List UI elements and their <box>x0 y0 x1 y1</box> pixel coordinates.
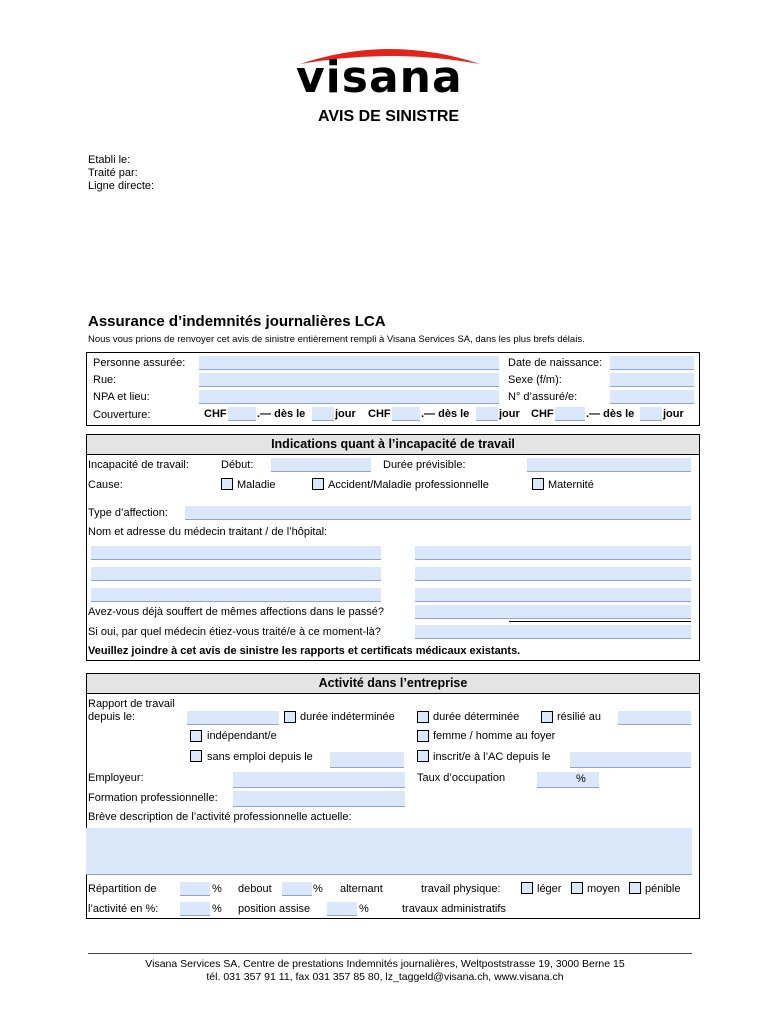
terminated-label: résilié au <box>557 711 602 723</box>
rate-percent: % <box>576 773 586 785</box>
meta-direct-line: Ligne directe: <box>88 180 155 192</box>
npa-label: NPA et lieu: <box>93 391 150 403</box>
homemaker-checkbox[interactable] <box>417 730 429 742</box>
affection-type-field[interactable] <box>185 506 691 520</box>
accident-checkbox[interactable] <box>312 478 324 490</box>
walking-label: alternant <box>340 883 383 895</box>
unemployed-field[interactable] <box>330 752 404 768</box>
indefinite-checkbox[interactable] <box>284 711 296 723</box>
which-doctor-label: Si oui, par quel médecin étiez-vous traité/e à ce moment-là? <box>88 626 381 638</box>
doctor-field-right-1[interactable] <box>415 546 691 560</box>
duration-label: Durée prévisible: <box>383 459 466 471</box>
meta-processed: Traité par: <box>88 167 138 179</box>
coverage-day-2: jour <box>499 408 520 420</box>
training-field[interactable] <box>233 791 405 807</box>
heavy-label: pénible <box>645 883 681 895</box>
homemaker-label: femme / homme au foyer <box>433 730 556 742</box>
coverage-amount-3[interactable] <box>555 407 585 421</box>
terminated-checkbox[interactable] <box>541 711 553 723</box>
npa-field[interactable] <box>199 390 499 404</box>
fixed-label: durée déterminée <box>433 711 520 723</box>
start-field[interactable] <box>271 458 371 472</box>
birth-field[interactable] <box>610 356 694 370</box>
admin-label: travaux administratifs <box>402 903 506 915</box>
split-field-1[interactable] <box>180 882 210 896</box>
cause-label: Cause: <box>88 479 123 491</box>
which-doctor-field[interactable] <box>415 625 691 639</box>
coverage-amount-2[interactable] <box>392 407 420 421</box>
intro-text: Nous vous prions de renvoyer cet avis de sinistre entièrement rempli à Visana Services SA, dans les plus brefs délais. <box>88 334 585 345</box>
split-field-2[interactable] <box>180 902 210 916</box>
coverage-chf-1: CHF <box>204 408 227 420</box>
split-percent-2: % <box>212 903 222 915</box>
description-field[interactable] <box>86 828 692 875</box>
coverage-days-3[interactable] <box>640 407 662 421</box>
indefinite-label: durée indéterminée <box>300 711 395 723</box>
rate-label: Taux d’occupation <box>417 772 506 784</box>
previous-affection-label: Avez-vous déjà souffert de mêmes affections dans le passé? <box>88 606 384 618</box>
doctor-field-right-3[interactable] <box>415 588 691 602</box>
footer-line-1: Visana Services SA, Centre de prestations Indemnités journalières, Weltpoststrasse 19, 3000 Berne 15 <box>145 958 625 970</box>
light-label: léger <box>537 883 562 895</box>
sex-label: Sexe (f/m): <box>508 374 562 386</box>
employer-field[interactable] <box>233 772 405 788</box>
attach-note: Veuillez joindre à cet avis de sinistre les rapports et certificats médicaux existants. <box>88 645 521 657</box>
split-label-1: Répartition de <box>88 883 157 895</box>
sitting-label: position assise <box>238 903 311 915</box>
previous-underline <box>509 621 691 622</box>
sitting-field[interactable] <box>327 902 357 916</box>
maternity-checkbox[interactable] <box>532 478 544 490</box>
standing-field[interactable] <box>282 882 312 896</box>
illness-checkbox[interactable] <box>221 478 233 490</box>
training-label: Formation professionnelle: <box>88 792 218 804</box>
doctor-field-left-1[interactable] <box>91 546 381 560</box>
start-label: Début: <box>221 459 254 471</box>
unemployed-label: sans emploi depuis le <box>207 751 313 763</box>
meta-established: Etabli le: <box>88 154 131 166</box>
description-label: Brève description de l’activité professionnelle actuelle: <box>88 811 352 823</box>
maternity-label: Maternité <box>548 479 594 491</box>
doctor-field-left-3[interactable] <box>91 588 381 602</box>
birth-label: Date de naissance: <box>508 357 603 369</box>
medium-checkbox[interactable] <box>571 882 583 894</box>
footer-rule <box>88 953 692 954</box>
affection-type-label: Type d’affection: <box>88 507 168 519</box>
logo-wordmark: visana <box>296 52 463 103</box>
doctor-field-right-2[interactable] <box>415 567 691 581</box>
coverage-amount-1[interactable] <box>228 407 256 421</box>
doctor-field-left-2[interactable] <box>91 567 381 581</box>
coverage-day-3: jour <box>663 408 684 420</box>
coverage-from-3: .— dès le <box>586 408 635 420</box>
coverage-chf-2: CHF <box>368 408 391 420</box>
previous-affection-field[interactable] <box>415 605 691 619</box>
coverage-days-1[interactable] <box>312 407 334 421</box>
report-label-1: Rapport de travail <box>88 698 175 710</box>
registered-field[interactable] <box>570 752 691 768</box>
rate-field[interactable] <box>537 772 599 788</box>
fixed-checkbox[interactable] <box>417 711 429 723</box>
incapacity-label: Incapacité de travail: <box>88 459 189 471</box>
street-field[interactable] <box>199 373 499 387</box>
terminated-field[interactable] <box>618 711 691 725</box>
insured-field[interactable] <box>199 356 499 370</box>
report-since-field[interactable] <box>187 711 279 725</box>
physical-label: travail physique: <box>421 883 501 895</box>
standing-percent: % <box>313 883 323 895</box>
duration-field[interactable] <box>527 458 691 472</box>
employer-label: Employeur: <box>88 772 144 784</box>
coverage-days-2[interactable] <box>476 407 498 421</box>
registered-checkbox[interactable] <box>417 750 429 762</box>
independent-checkbox[interactable] <box>190 730 202 742</box>
standing-label: debout <box>238 883 272 895</box>
street-label: Rue: <box>93 374 117 386</box>
activity-title: Activité dans l’entreprise <box>86 673 700 694</box>
incapacity-title: Indications quant à l’incapacité de travail <box>86 434 700 455</box>
insurance-title: Assurance d’indemnités journalières LCA <box>88 313 386 330</box>
visana-logo <box>290 40 490 106</box>
footer-line-2: tél. 031 357 91 11, fax 031 357 85 80, lz_taggeld@visana.ch, www.visana.ch <box>206 971 564 983</box>
unemployed-checkbox[interactable] <box>190 750 202 762</box>
split-label-2: l’activité en %: <box>88 903 159 915</box>
sitting-percent: % <box>359 903 369 915</box>
coverage-label: Couverture: <box>93 409 151 421</box>
form-title: AVIS DE SINISTRE <box>318 108 460 125</box>
insured-number-label: N° d’assuré/e: <box>508 391 578 403</box>
heavy-checkbox[interactable] <box>629 882 641 894</box>
doctor-label: Nom et adresse du médecin traitant / de l’hôpital: <box>88 526 328 538</box>
light-checkbox[interactable] <box>521 882 533 894</box>
coverage-from-2: .— dès le <box>421 408 470 420</box>
coverage-day-1: jour <box>335 408 356 420</box>
split-percent-1: % <box>212 883 222 895</box>
illness-label: Maladie <box>237 479 276 491</box>
sex-field[interactable] <box>610 373 694 387</box>
coverage-chf-3: CHF <box>531 408 554 420</box>
insured-label: Personne assurée: <box>93 357 186 369</box>
report-label-2: depuis le: <box>88 711 136 723</box>
registered-label: inscrit/e à l’AC depuis le <box>433 751 551 763</box>
insured-number-field[interactable] <box>610 390 694 404</box>
coverage-from-1: .— dès le <box>257 408 306 420</box>
medium-label: moyen <box>587 883 621 895</box>
independent-label: indépendant/e <box>207 730 277 742</box>
accident-label: Accident/Maladie professionnelle <box>328 479 489 491</box>
